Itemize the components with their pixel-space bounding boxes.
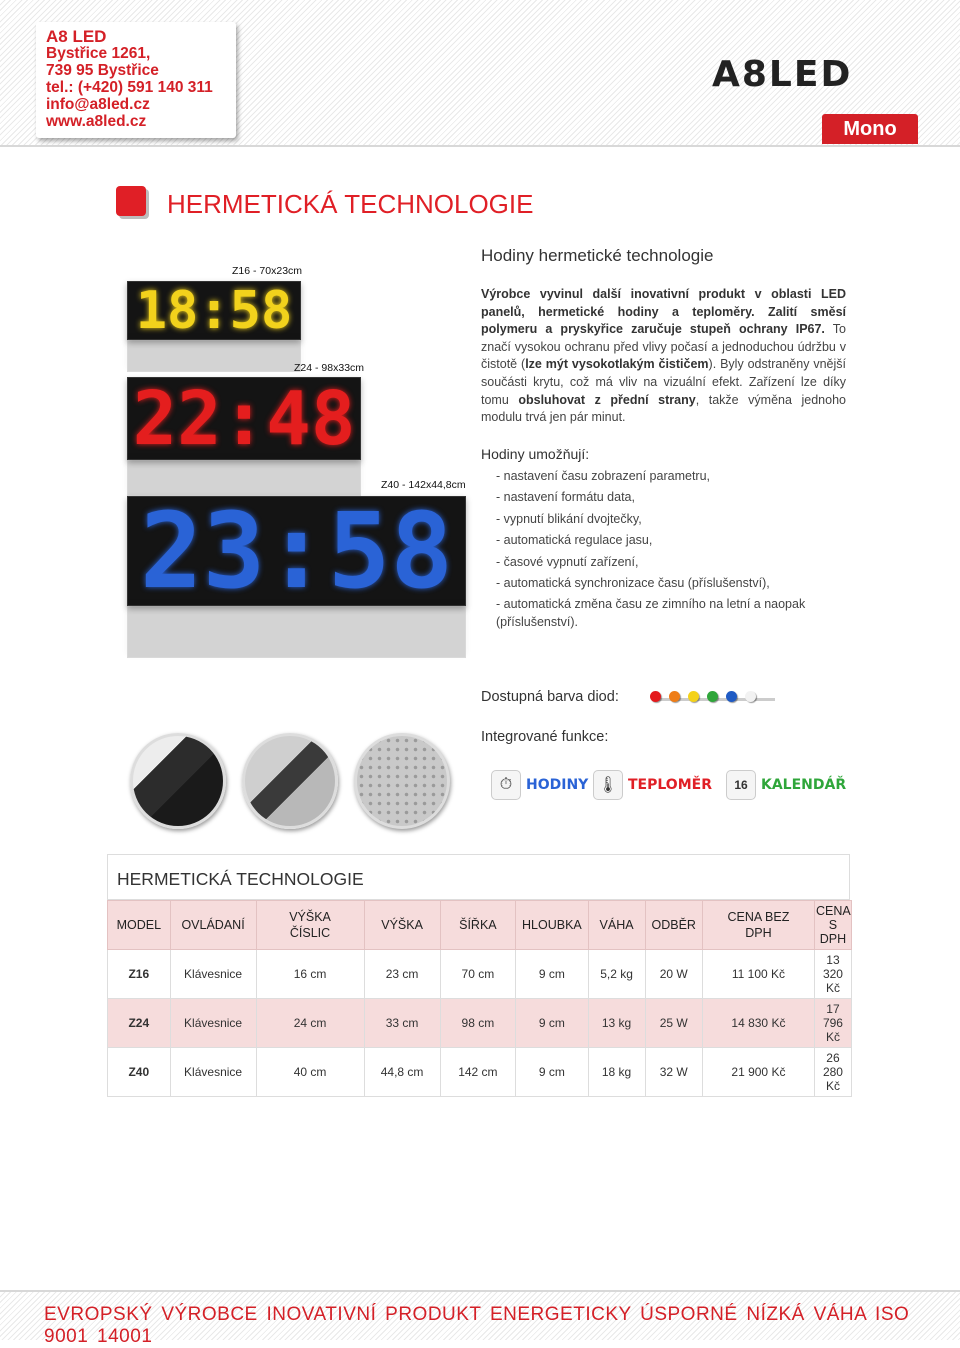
feature-item: - vypnutí blikání dvojtečky,: [496, 511, 642, 526]
col-price-no-vat: CENA BEZ DPH: [702, 901, 814, 950]
brand-logo: A8LED: [712, 54, 853, 95]
function-clock: [491, 770, 588, 800]
col-width: ŠÍŘKA: [440, 901, 516, 950]
clock-z16-digits: 18:58: [135, 280, 293, 341]
table-row: [108, 999, 852, 1048]
page-title: HERMETICKÁ TECHNOLOGIE: [167, 189, 534, 219]
cell: 13 kg: [588, 999, 645, 1048]
clock-z24-digits: 22:48: [132, 375, 356, 462]
detail-image-edge: [242, 733, 338, 829]
cell: 25 W: [645, 999, 702, 1048]
features-list: [496, 468, 846, 635]
col-height: VÝŠKA: [364, 901, 440, 950]
cell: 142 cm: [440, 1048, 516, 1097]
clock-icon: ⏱: [491, 770, 521, 800]
mono-badge: Mono: [822, 114, 918, 144]
feature-item: - automatická regulace jasu,: [496, 533, 653, 548]
clock-z16-reflection: [127, 340, 301, 372]
cell: 70 cm: [440, 950, 516, 999]
col-model: MODEL: [108, 901, 171, 950]
cell: Klávesnice: [170, 999, 256, 1048]
company-name: A8 LED: [46, 27, 107, 46]
address-street: Bystřice 1261,: [46, 45, 151, 62]
cell: 23 cm: [364, 950, 440, 999]
col-price-vat: CENA S DPH: [814, 901, 851, 950]
cell: 26 280 Kč: [814, 1048, 851, 1097]
contact-card: [36, 22, 236, 138]
feature-item: - automatická synchronizace času (příslušenství),: [496, 575, 770, 590]
cell: Z40: [108, 1048, 171, 1097]
cell: Z16: [108, 950, 171, 999]
cell: 32 W: [645, 1048, 702, 1097]
function-thermometer-label: TEPLOMĚR: [628, 777, 712, 793]
diode-color-red-icon: [650, 691, 661, 702]
cell: 5,2 kg: [588, 950, 645, 999]
thermometer-icon: 🌡: [593, 770, 623, 800]
clock-z40-label: Z40 - 142x44,8cm: [381, 479, 466, 491]
cell: 40 cm: [256, 1048, 364, 1097]
cell: 11 100 Kč: [702, 950, 814, 999]
detail-image-leds: [354, 733, 450, 829]
cell: Klávesnice: [170, 1048, 256, 1097]
feature-item: - časové vypnutí zařízení,: [496, 554, 639, 569]
feature-item: - automatická změna času ze zimního na letní a naopak (příslušenství).: [496, 597, 806, 629]
table-header-row: [108, 901, 852, 950]
cell: 33 cm: [364, 999, 440, 1048]
cell: 9 cm: [516, 999, 588, 1048]
diode-color-swatches: [650, 691, 764, 702]
cell: Z24: [108, 999, 171, 1048]
spec-table: [107, 900, 852, 1097]
email-link[interactable]: info@a8led.cz: [46, 96, 150, 113]
clock-z40-digits: 23:58: [139, 490, 454, 612]
description-text-3: , takže výměna jednoho modulu trvá jen pár minut.: [481, 392, 846, 425]
product-description: [481, 286, 846, 427]
description-bold-3: obsluhovat z přední strany: [518, 392, 696, 407]
description-text-1: To značí vysokou ochranu před vlivy počasí a jednoduchou údržbu v čistotě (: [481, 322, 846, 372]
function-thermometer: [593, 770, 712, 800]
cell: 24 cm: [256, 999, 364, 1048]
description-bold-2: lze mýt vysokotlakým čističem: [525, 357, 709, 372]
clock-z16-label: Z16 - 70x23cm: [232, 265, 303, 277]
cell: Klávesnice: [170, 950, 256, 999]
cell: 44,8 cm: [364, 1048, 440, 1097]
diode-color-green-icon: [707, 691, 718, 702]
cell: 14 830 Kč: [702, 999, 814, 1048]
clock-z24-image: [127, 377, 361, 460]
col-digit-height: VÝŠKA ČÍSLIC: [256, 901, 364, 950]
phone: tel.: (+420) 591 140 311: [46, 79, 213, 96]
feature-item: - nastavení formátu data,: [496, 490, 635, 505]
function-calendar: [726, 770, 846, 800]
features-heading: Hodiny umožňují:: [481, 446, 590, 462]
product-subtitle: Hodiny hermetické technologie: [481, 246, 714, 265]
table-row: [108, 1048, 852, 1097]
calendar-icon: 16: [726, 770, 756, 800]
col-control: OVLÁDANÍ: [170, 901, 256, 950]
description-bold-1: Výrobce vyvinul další inovativní produkt v oblasti LED panelů, hermetické hodiny a teploměry. Zalití směsí polymeru a pryskyřice zaručuje stupeň ochrany IP67.: [481, 287, 846, 337]
footer-slogan: EVROPSKÝ VÝROBCE INOVATIVNÍ PRODUKT ENERGETICKY ÚSPORNÉ NÍZKÁ VÁHA ISO 9001 14001: [44, 1304, 910, 1347]
description-text-2: ). Byly odstraněny vnější součásti krytu, což má vliv na vizuální efekt. Zařízení lze díky tomu: [481, 357, 847, 407]
detail-image-corner: [130, 733, 226, 829]
clock-z16-image: [127, 281, 301, 340]
cell: 20 W: [645, 950, 702, 999]
clock-z40-reflection: [127, 606, 466, 658]
diode-color-blue-icon: [726, 691, 737, 702]
cell: 21 900 Kč: [702, 1048, 814, 1097]
cell: 13 320 Kč: [814, 950, 851, 999]
diode-color-yellow-icon: [688, 691, 699, 702]
cell: 18 kg: [588, 1048, 645, 1097]
web-link[interactable]: www.a8led.cz: [46, 113, 147, 130]
cell: 16 cm: [256, 950, 364, 999]
title-square-icon: [116, 186, 146, 216]
diode-color-white-icon: [745, 691, 756, 702]
diode-color-orange-icon: [669, 691, 680, 702]
address-city: 739 95 Bystřice: [46, 62, 159, 79]
functions-label: Integrované funkce:: [481, 729, 609, 745]
clock-z24-label: Z24 - 98x33cm: [294, 362, 365, 374]
cell: 9 cm: [516, 1048, 588, 1097]
spec-table-box: [107, 854, 852, 1093]
col-weight: VÁHA: [588, 901, 645, 950]
function-calendar-label: KALENDÁŘ: [761, 777, 847, 793]
clock-z40-image: [127, 490, 466, 612]
table-row: [108, 950, 852, 999]
feature-item: - nastavení času zobrazení parametru,: [496, 469, 711, 483]
diode-colors-label: Dostupná barva diod:: [481, 689, 619, 705]
col-depth: HLOUBKA: [516, 901, 588, 950]
cell: 17 796 Kč: [814, 999, 851, 1048]
function-clock-label: HODINY: [526, 777, 589, 793]
cell: 9 cm: [516, 950, 588, 999]
spec-table-title: HERMETICKÁ TECHNOLOGIE: [107, 854, 850, 900]
cell: 98 cm: [440, 999, 516, 1048]
col-power: ODBĚR: [645, 901, 702, 950]
